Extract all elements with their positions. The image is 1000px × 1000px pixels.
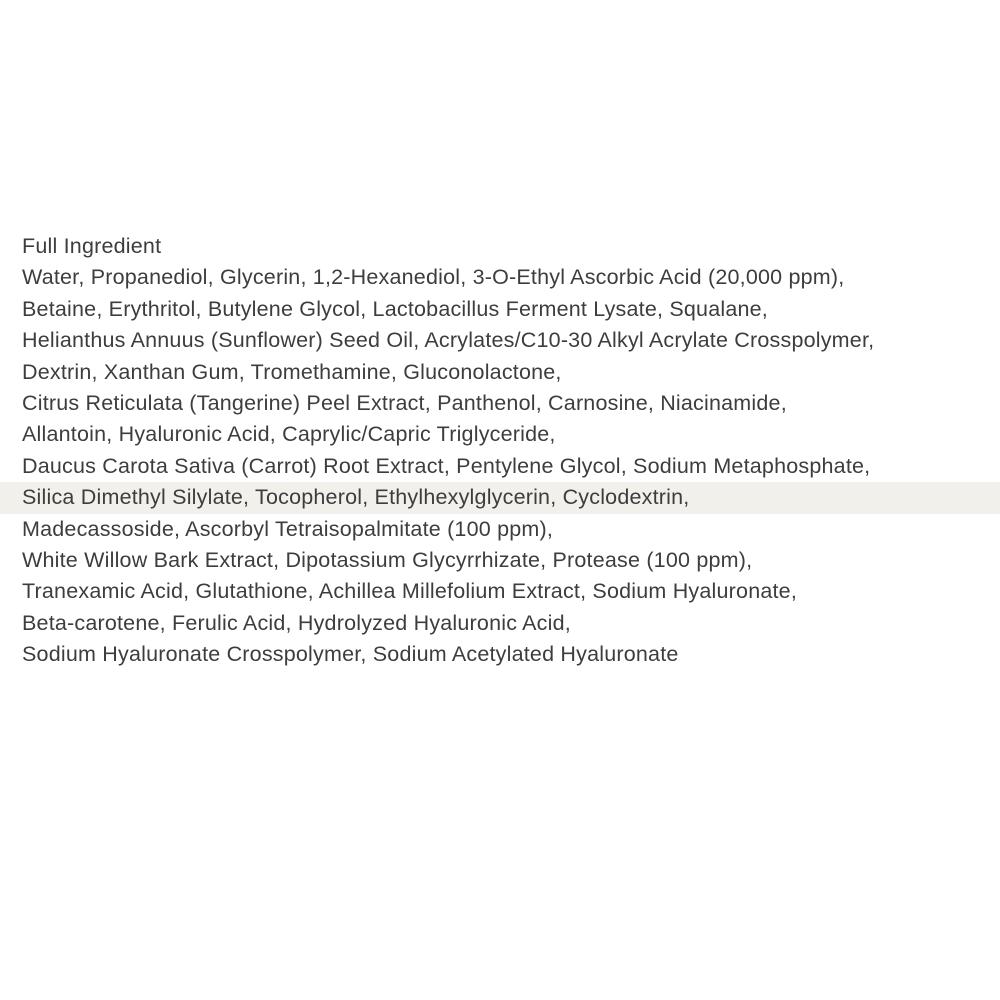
- ingredient-line-highlighted: Silica Dimethyl Silylate, Tocopherol, Ethylhexylglycerin, Cyclodextrin,: [0, 482, 1000, 513]
- ingredient-line: White Willow Bark Extract, Dipotassium Glycyrrhizate, Protease (100 ppm),: [22, 547, 753, 572]
- ingredient-line: Citrus Reticulata (Tangerine) Peel Extract, Panthenol, Carnosine, Niacinamide,: [22, 390, 787, 415]
- ingredient-line: Tranexamic Acid, Glutathione, Achillea Millefolium Extract, Sodium Hyaluronate,: [22, 579, 798, 604]
- ingredient-list-title: Full Ingredient: [22, 234, 162, 258]
- ingredient-line: Sodium Hyaluronate Crosspolymer, Sodium Acetylated Hyaluronate: [22, 642, 679, 667]
- ingredient-list: [0, 231, 1000, 670]
- ingredient-line: Madecassoside, Ascorbyl Tetraisopalmitate (100 ppm),: [22, 516, 554, 541]
- ingredient-line: Allantoin, Hyaluronic Acid, Caprylic/Capric Triglyceride,: [22, 422, 556, 447]
- ingredient-line: Beta-carotene, Ferulic Acid, Hydrolyzed Hyaluronic Acid,: [22, 610, 571, 635]
- ingredient-line: Dextrin, Xanthan Gum, Tromethamine, Gluconolactone,: [22, 359, 562, 384]
- ingredient-line: Helianthus Annuus (Sunflower) Seed Oil, Acrylates/C10-30 Alkyl Acrylate Crosspolymer,: [22, 328, 875, 353]
- ingredient-line: Daucus Carota Sativa (Carrot) Root Extract, Pentylene Glycol, Sodium Metaphosphate,: [22, 453, 871, 478]
- ingredient-line: Betaine, Erythritol, Butylene Glycol, Lactobacillus Ferment Lysate, Squalane,: [22, 296, 768, 321]
- ingredient-line: Water, Propanediol, Glycerin, 1,2-Hexanediol, 3-O-Ethyl Ascorbic Acid (20,000 ppm),: [22, 265, 845, 290]
